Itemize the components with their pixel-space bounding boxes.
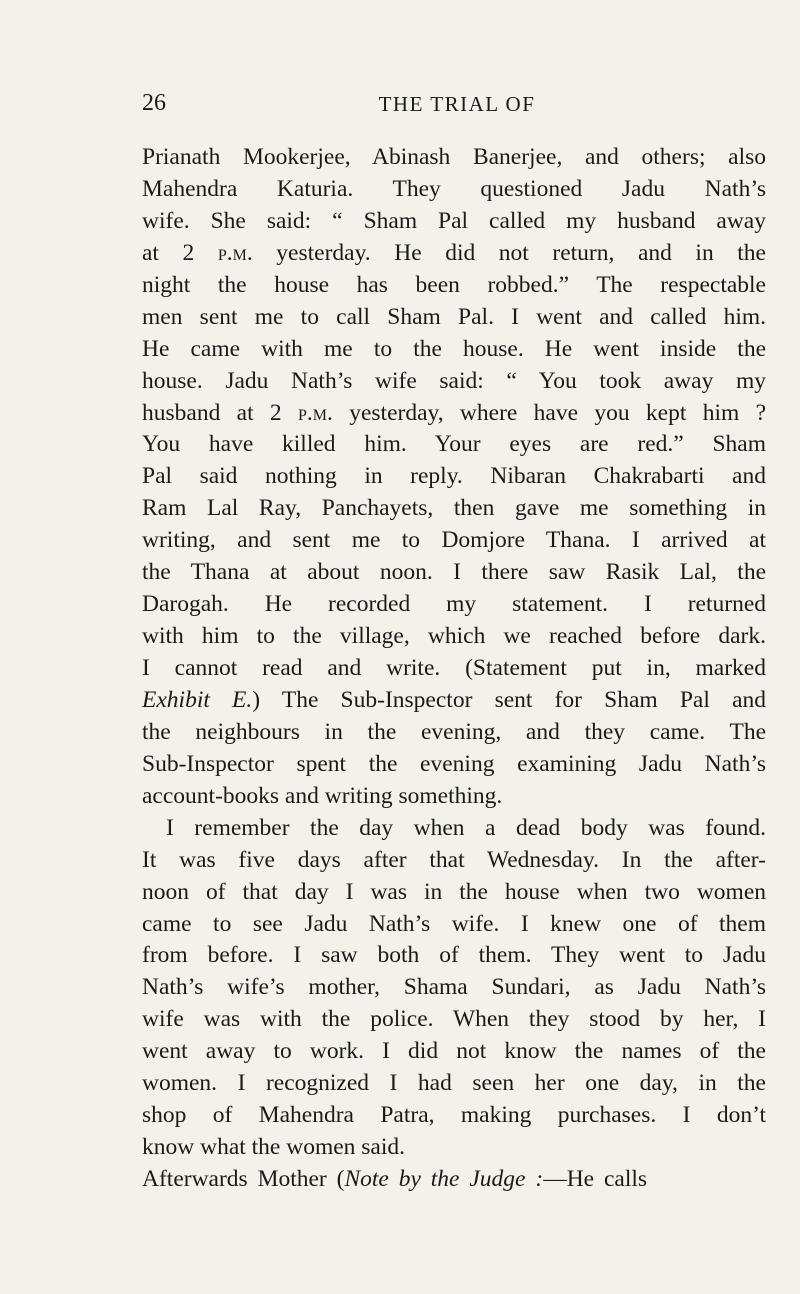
text-line: at 2 p.m. yesterday. He did not return, and in the (142, 239, 766, 266)
text-line: Prianath Mookerjee, Abinash Banerjee, and others; also (142, 144, 766, 170)
text-line: night the house has been robbed.” The respectable (142, 271, 766, 298)
text-line: writing, and sent me to Domjore Thana. I arrived at (142, 527, 766, 554)
text-line: wife. She said: “ Sham Pal called my husband away (142, 207, 766, 234)
text-line: went away to work. I did not know the names of the (142, 1038, 766, 1065)
text-line: Nath’s wife’s mother, Shama Sundari, as Jadu Nath’s (142, 974, 766, 1001)
text-line: It was five days after that Wednesday. In the after- (142, 846, 766, 873)
text-line: wife was with the police. When they stood by her, I (142, 1006, 766, 1033)
text-line: Sub-Inspector spent the evening examining Jadu Nath’s (142, 750, 766, 777)
text-line: the neighbours in the evening, and they came. The (142, 718, 766, 745)
text-line: from before. I saw both of them. They went to Jadu (142, 942, 766, 969)
text-line: men sent me to call Sham Pal. I went and called him. (142, 303, 766, 330)
text-line: Pal said nothing in reply. Nibaran Chakrabarti and (142, 463, 766, 490)
text-line: came to see Jadu Nath’s wife. I knew one of them (142, 910, 766, 937)
text-line: Mahendra Katuria. They questioned Jadu Nath’s (142, 175, 766, 202)
body-text (142, 142, 766, 1196)
text-line: Ram Lal Ray, Panchayets, then gave me something in (142, 495, 766, 522)
text-line: noon of that day I was in the house when two women (142, 878, 766, 905)
page-header (142, 90, 764, 120)
text-line: know what the women said. (142, 1134, 406, 1161)
running-head: THE TRIAL OF (378, 92, 536, 116)
text-line: I cannot read and write. (Statement put in, marked (142, 655, 766, 681)
text-line: women. I recognized I had seen her one day, in the (142, 1070, 766, 1097)
text-line: the Thana at about noon. I there saw Rasik Lal, the (142, 559, 766, 586)
text-line: I remember the day when a dead body was found. (166, 814, 766, 841)
text-line: He came with me to the house. He went inside the (142, 335, 766, 362)
text-line: Darogah. He recorded my statement. I returned (142, 591, 766, 618)
text-line: house. Jadu Nath’s wife said: “ You took away my (142, 367, 766, 394)
text-line: You have killed him. Your eyes are red.” Sham (142, 431, 766, 458)
text-line: Afterwards Mother (Note by the Judge :—He calls (142, 1166, 648, 1192)
text-line: shop of Mahendra Patra, making purchases. I don’t (142, 1102, 766, 1129)
text-line: account-books and writing something. (142, 782, 503, 809)
page-number: 26 (142, 90, 166, 116)
text-line: husband at 2 p.m. yesterday, where have you kept him ? (142, 399, 767, 426)
text-line: Exhibit E.) The Sub-Inspector sent for Sham Pal and (142, 686, 766, 713)
text-line: with him to the village, which we reached before dark. (142, 623, 766, 650)
